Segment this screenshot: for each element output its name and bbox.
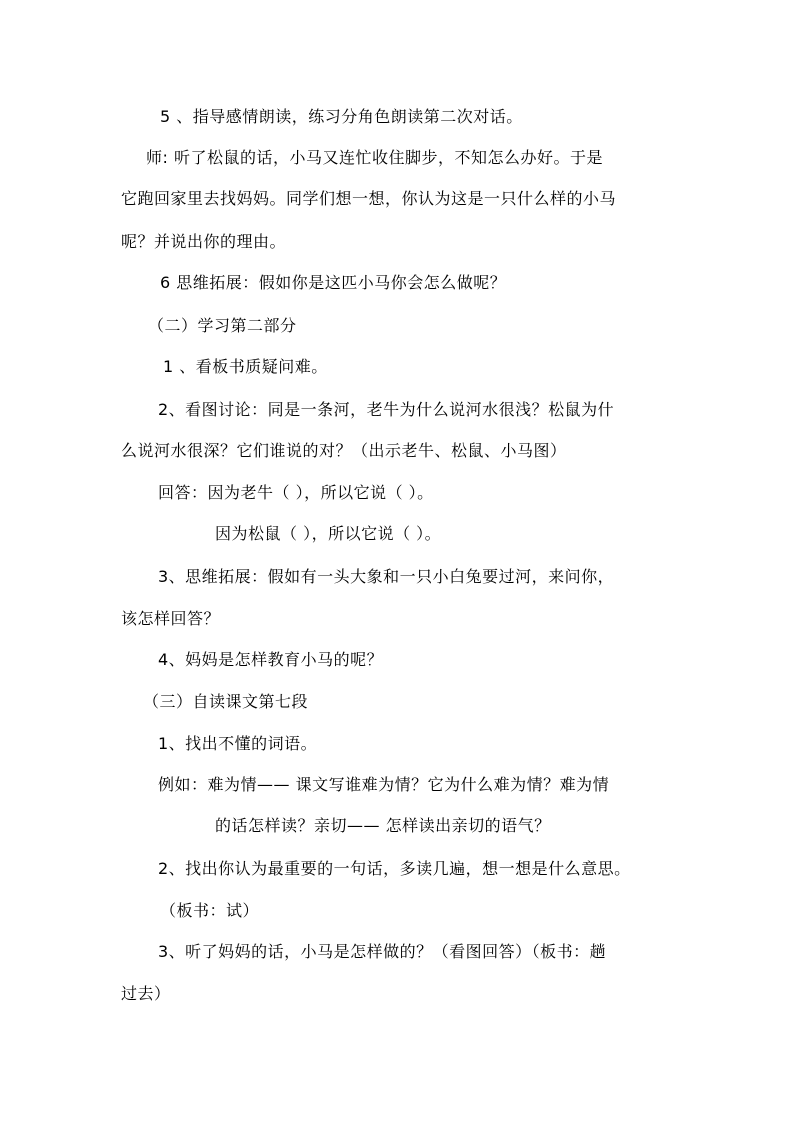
text-line: 过去） <box>121 984 171 1003</box>
text-line: （板书：试） <box>160 901 260 920</box>
text-line: 的话怎样读？亲切—— 怎样读出亲切的语气？ <box>215 816 551 835</box>
text-line: 6 思维拓展：假如你是这匹小马你会怎么做呢？ <box>160 273 507 292</box>
text-line: 4、妈妈是怎样教育小马的呢？ <box>158 650 384 669</box>
section-heading: （三）自读课文第七段 <box>143 692 309 711</box>
text-line: 该怎样回答？ <box>121 609 221 628</box>
text-line: 呢？并说出你的理由。 <box>121 232 287 251</box>
text-line: 3、思维拓展：假如有一头大象和一只小白兔要过河，来问你， <box>158 567 615 586</box>
text-line: 例如：难为情—— 课文写谁难为情？它为什么难为情？难为情 <box>158 775 610 794</box>
text-line: 5 、指导感情朗读，练习分角色朗读第二次对话。 <box>160 107 523 126</box>
text-line: 因为松鼠（ ），所以它说（ ）。 <box>215 524 442 543</box>
text-line: 2、看图讨论：同是一条河，老牛为什么说河水很浅？松鼠为什 <box>158 400 615 419</box>
text-line: 么说河水很深？它们谁说的对？（出示老牛、松鼠、小马图） <box>121 441 567 460</box>
text-line: 它跑回家里去找妈妈。同学们想一想，你认为这是一只什么样的小马 <box>121 189 617 208</box>
text-line: 1、找出不懂的词语。 <box>158 734 318 753</box>
text-line: 师: 听了松鼠的话，小马又连忙收住脚步，不知怎么办好。于是 <box>146 148 603 167</box>
text-line: 2、找出你认为最重要的一句话，多读几遍，想一想是什么意思。 <box>158 859 631 878</box>
text-line: 回答：因为老牛（ ），所以它说（ ）。 <box>158 483 434 502</box>
text-line: 3、听了妈妈的话，小马是怎样做的？（看图回答）（板书：趟 <box>158 942 607 961</box>
section-heading: （二）学习第二部分 <box>148 316 297 335</box>
text-line: 1 、看板书质疑问难。 <box>163 357 328 376</box>
